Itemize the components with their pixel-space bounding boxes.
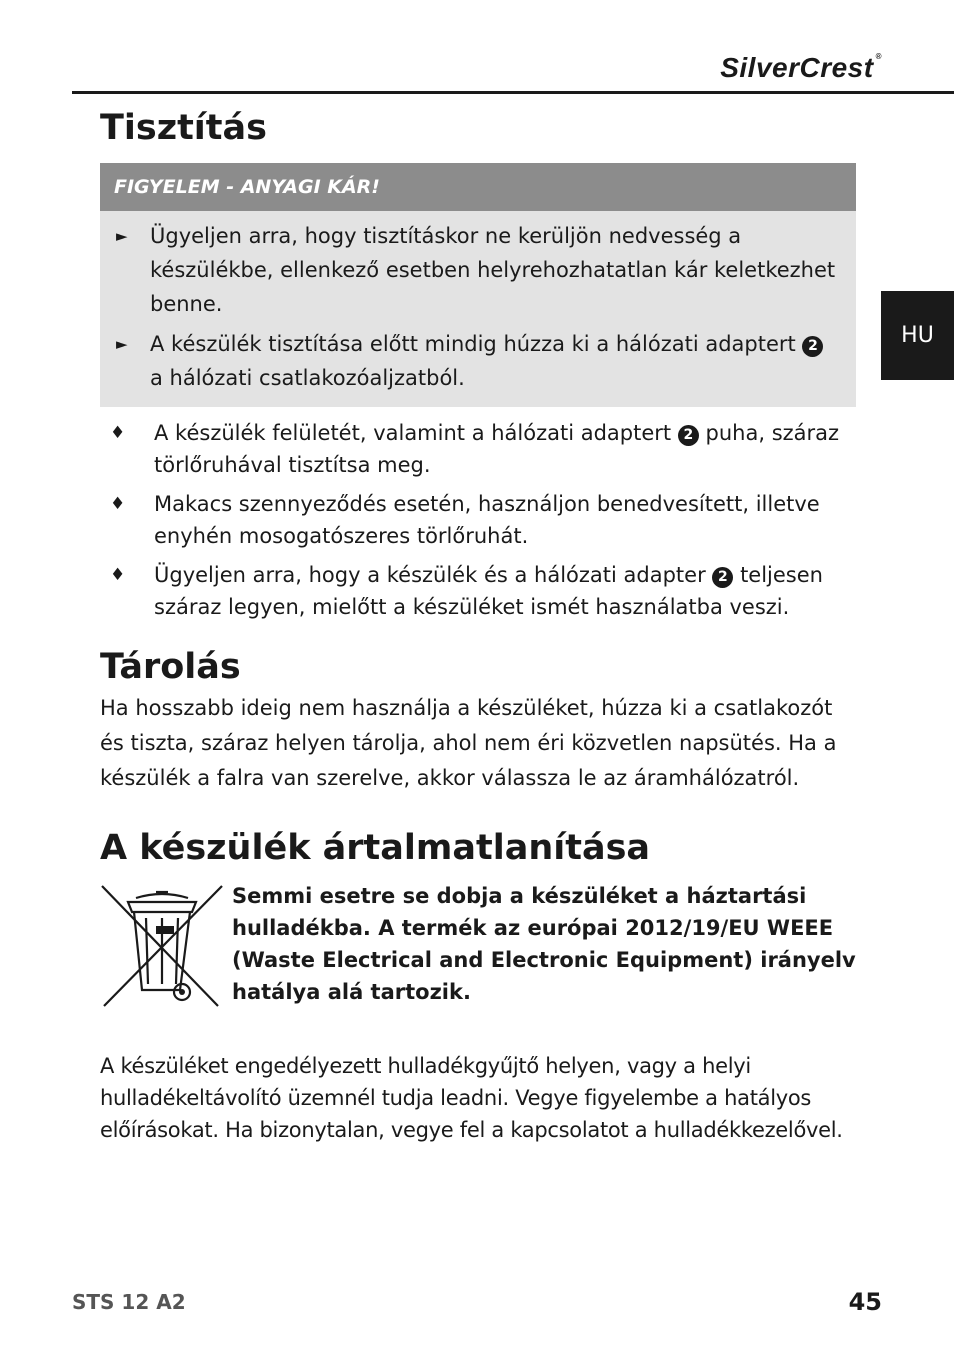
- header-rule: [72, 91, 954, 94]
- page-number: 45: [848, 1288, 882, 1316]
- disposal-text: A készüléket engedélyezett hulladékgyűjtő helyen, vagy a helyi hulladékeltávolító üzemnél tudja leadni. Vegye figyelembe a hatályos előírásokat. Ha bizonytalan, vegye fel a kapcsolatot a hulladékkezelővel.: [100, 1054, 843, 1142]
- diamond-bullet-icon: ♦: [110, 494, 126, 514]
- crossed-out-wheelie-bin-icon: [100, 880, 232, 1014]
- part-number-badge: 2: [678, 425, 699, 446]
- model-number: STS 12 A2: [72, 1290, 186, 1314]
- page-content: [100, 104, 856, 1146]
- part-number-badge: 2: [802, 336, 823, 357]
- disposal-title: A készülék ártalmatlanítása: [100, 828, 651, 868]
- part-number-badge: 2: [712, 567, 733, 588]
- warning-box: [100, 163, 856, 407]
- diamond-bullet-icon: ♦: [110, 565, 126, 585]
- list-item: ♦ A készülék felületét, valamint a hálózati adaptert 2 puha, száraz törlőruhával tisztítsa meg.: [100, 417, 856, 481]
- warning-title: FIGYELEM - ANYAGI KÁR!: [100, 163, 856, 211]
- arrow-icon: ►: [116, 227, 128, 245]
- storage-text: Ha hosszabb ideig nem használja a készüléket, húzza ki a csatlakozót és tiszta, száraz helyen tárolja, ahol nem éri közvetlen napsütés. Ha a készülék a falra van szerelve, akkor válassza le az áramhálózatról.: [100, 696, 837, 790]
- brand-logo: SilverCrest ®: [720, 52, 882, 83]
- warning-item: ► A készülék tisztítása előtt mindig húzza ki a hálózati adaptert 2 a hálózati csatlakozóaljzatból.: [116, 327, 836, 395]
- language-tab: HU: [881, 291, 954, 380]
- warning-item: ► Ügyeljen arra, hogy tisztításkor ne kerüljön nedvesség a készülékbe, ellenkező esetben helyrehozhatatlan kár keletkezhet benne.: [116, 219, 836, 321]
- arrow-icon: ►: [116, 335, 128, 353]
- cleaning-title: Tisztítás: [100, 108, 267, 148]
- storage-title: Tárolás: [100, 647, 241, 687]
- list-item: ♦ Makacs szennyeződés esetén, használjon benedvesített, illetve enyhén mosogatószeres törlőruhát.: [100, 488, 856, 552]
- diamond-bullet-icon: ♦: [110, 423, 126, 443]
- cleaning-list: [100, 417, 856, 623]
- weee-notice: Semmi esetre se dobja a készüléket a háztartási hulladékba. A termék az európai 2012/19/EU WEEE (Waste Electrical and Electronic Equipment) irányelv hatálya alá tartozik.: [232, 884, 856, 1004]
- list-item: ♦ Ügyeljen arra, hogy a készülék és a hálózati adapter 2 teljesen száraz legyen, mielőtt a készüléket ismét használatba veszi.: [100, 559, 856, 623]
